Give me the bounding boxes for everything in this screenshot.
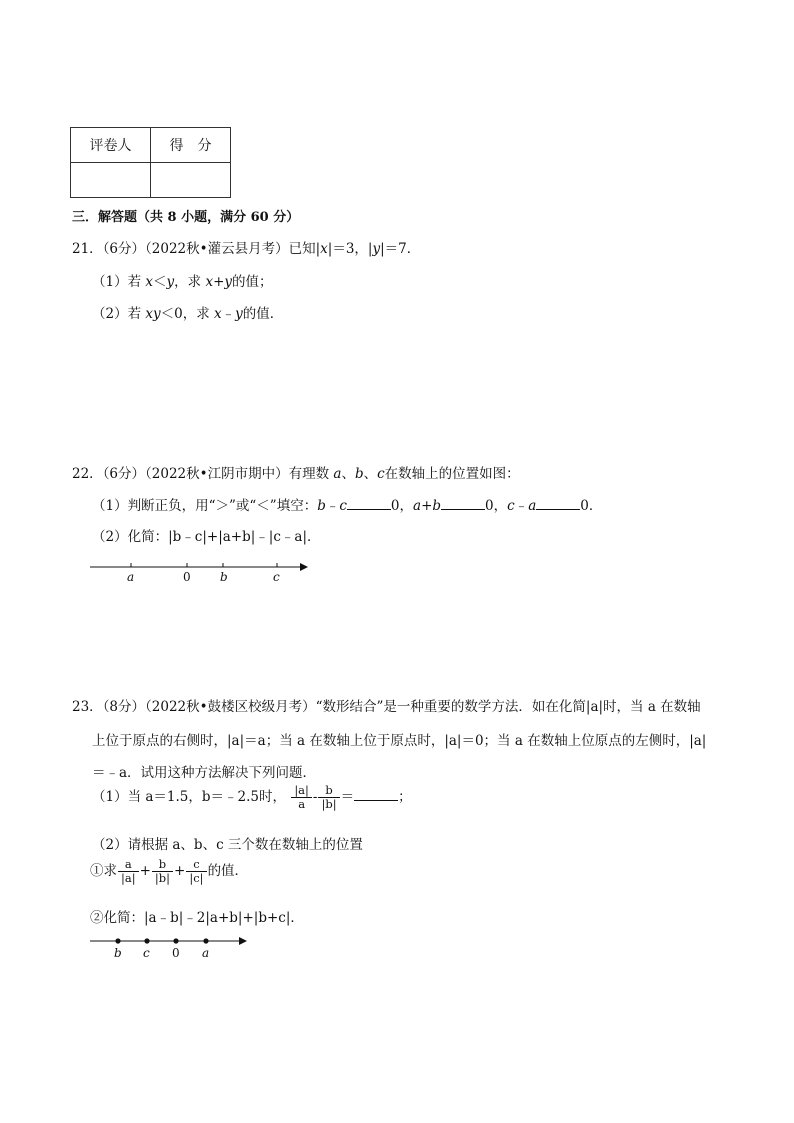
zero-text: 0． — [580, 498, 603, 514]
q23-stem-line2: 上位于原点的右侧时，|a|＝a；当 a 在数轴上位于原点时，|a|＝0；当 a 在数轴上位原点的左侧时，|a| — [92, 733, 707, 749]
equals-sign: ＝ — [340, 789, 355, 806]
var-y: y — [372, 241, 381, 257]
fraction-b-over-abs-b — [152, 858, 173, 885]
q23-sub2: ②化简：|a﹣b|﹣2|a+b|+|b+c|． — [90, 910, 304, 926]
q22-number-line — [88, 558, 318, 588]
var-a: a — [413, 498, 422, 514]
var-x: x — [320, 241, 328, 257]
var-x: x — [214, 306, 222, 322]
q21-p1-tail: 的值； — [232, 274, 273, 290]
q21-p2-tail: 的值． — [242, 306, 284, 322]
zero-text: 0， — [485, 498, 508, 514]
score-header: 得 分 — [151, 128, 231, 163]
q23-sub1 — [90, 858, 248, 885]
q23-p1-lead: （1）当 a＝1.5，b＝﹣2.5时， — [92, 789, 287, 806]
lt-sign: ＜ — [153, 274, 167, 290]
denominator: |a| — [121, 871, 136, 886]
q21-number: 21． — [72, 241, 103, 257]
q21-head: （6分）（2022秋•灌云县月考）已知| — [102, 241, 321, 257]
label-0: 0 — [183, 570, 191, 584]
q21-mid: |＝3，| — [327, 241, 373, 257]
arrow-head-icon — [239, 937, 247, 945]
var-x: x — [205, 274, 214, 290]
plus-sign: + — [421, 498, 433, 514]
q22-part1 — [92, 494, 602, 514]
q21-end: |＝7． — [380, 241, 421, 257]
q23-stem-line3: ＝﹣a．试用这种方法解决下列问题． — [92, 765, 317, 781]
plus-sign: + — [213, 274, 225, 290]
arrow-head-icon — [300, 563, 308, 571]
numerator: |a| — [291, 784, 312, 798]
q21-part1 — [92, 270, 273, 290]
denominator: |b| — [154, 871, 171, 886]
point-c — [144, 938, 149, 943]
q21-part2 — [92, 302, 283, 322]
q23-number: 23． — [72, 699, 103, 715]
var-c: c — [507, 498, 515, 514]
var-a: a — [528, 498, 537, 514]
label-b: b — [114, 946, 122, 960]
separator: 、 — [341, 466, 355, 482]
label-a: a — [127, 570, 135, 584]
answer-blank-1[interactable] — [347, 497, 391, 510]
q21-p1-lead: （1）若 — [92, 274, 146, 290]
minus-sign: ﹣ — [221, 306, 236, 322]
label-c: c — [273, 570, 280, 584]
score-table — [70, 127, 231, 198]
denominator: a — [298, 797, 306, 812]
denominator: |c| — [189, 871, 204, 886]
fraction-a-over-abs-a — [118, 858, 139, 885]
numerator: b — [318, 784, 339, 798]
var-y: y — [235, 306, 243, 322]
answer-blank-q23[interactable] — [354, 788, 398, 801]
q22-stem — [72, 462, 520, 482]
var-c: c — [339, 498, 347, 514]
minus-sign: ﹣ — [514, 498, 529, 514]
q21-p2-lead: （2）若 — [92, 306, 146, 322]
numerator: c — [186, 858, 206, 872]
fraction-c-over-abs-c — [186, 858, 206, 885]
q23-text-1: （8分）（2022秋•鼓楼区校级月考）“数形结合”是一种重要的数学方法．如在化简|a|时，当 a 在数轴 — [102, 699, 701, 715]
answer-blank-2[interactable] — [441, 497, 485, 510]
q23-s1-tail: 的值． — [207, 863, 249, 880]
label-c: c — [143, 946, 150, 960]
minus-sign: - — [312, 789, 318, 806]
separator: 、 — [363, 466, 378, 482]
q23-p1-tail: ； — [398, 789, 412, 806]
reviewer-header: 评卷人 — [71, 128, 151, 163]
reviewer-cell[interactable] — [71, 163, 151, 198]
q23-part1 — [92, 784, 412, 811]
var-a: a — [333, 466, 342, 482]
score-cell[interactable] — [151, 163, 231, 198]
plus-sign: + — [174, 863, 186, 880]
q21-p1-ask: ，求 — [174, 274, 206, 290]
var-y: y — [224, 274, 233, 290]
denominator: |b| — [321, 797, 337, 812]
label-a: a — [202, 946, 210, 960]
q22-part2: （2）化简：|b﹣c|+|a+b|﹣|c﹣a|． — [92, 529, 321, 545]
fraction-b-over-abs-b — [318, 784, 339, 811]
point-b — [115, 938, 120, 943]
label-0: 0 — [172, 946, 180, 960]
var-b: b — [317, 498, 326, 514]
q23-number-line — [88, 933, 258, 961]
var-x: x — [145, 274, 154, 290]
minus-sign: ﹣ — [325, 498, 340, 514]
q22-number: 22． — [72, 466, 103, 482]
label-b: b — [220, 570, 228, 584]
q22-tail: 在数轴上的位置如图： — [384, 466, 520, 482]
q23-part2: （2）请根据 a、b、c 三个数在数轴上的位置 — [92, 837, 363, 853]
numerator: a — [118, 858, 139, 872]
var-b: b — [432, 498, 442, 514]
section-title: 三．解答题（共 8 小题，满分 60 分） — [72, 210, 300, 225]
point-0 — [173, 938, 178, 943]
var-xy: xy — [145, 306, 161, 322]
plus-sign: + — [139, 863, 151, 880]
numerator: b — [152, 858, 173, 872]
fraction-abs-a-over-a — [291, 784, 312, 811]
q23-s1-lead: ①求 — [90, 863, 117, 880]
var-y: y — [166, 274, 175, 290]
zero-text: 0， — [390, 498, 414, 514]
var-c: c — [377, 466, 385, 482]
q21-p2-mid: ＜0，求 — [160, 306, 215, 322]
point-a — [203, 938, 208, 943]
q23-stem-line1 — [72, 695, 701, 715]
q22-p1-lead: （1）判断正负，用“＞”或“＜”填空： — [92, 498, 318, 514]
answer-blank-3[interactable] — [536, 497, 580, 510]
var-b: b — [354, 466, 364, 482]
q21-stem — [72, 237, 420, 257]
q22-head: （6分）（2022秋•江阴市期中）有理数 — [102, 466, 334, 482]
